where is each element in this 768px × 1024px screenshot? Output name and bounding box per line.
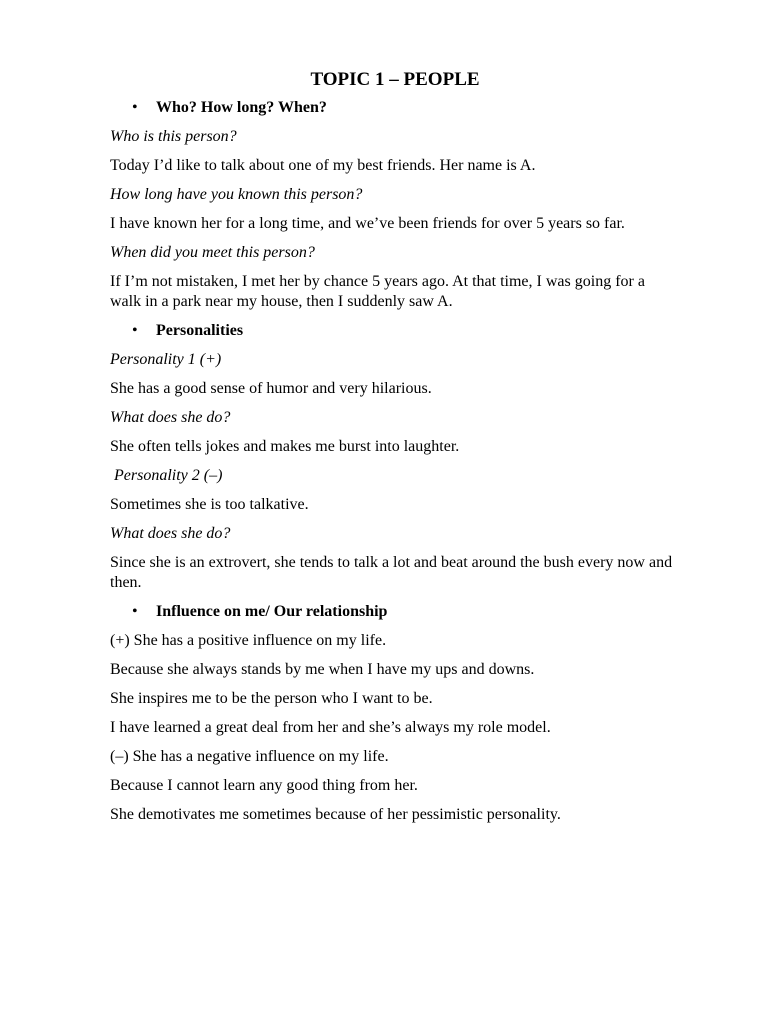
answer-line: She often tells jokes and makes me burst into laughter. (110, 438, 460, 455)
question-line: When did you meet this person? (110, 244, 315, 261)
question-line: How long have you known this person? (110, 186, 363, 203)
bullet-icon: • (132, 99, 138, 116)
bullet-icon: • (132, 322, 138, 339)
answer-line: Today I’d like to talk about one of my best friends. Her name is A. (110, 157, 536, 174)
answer-line: (–) She has a negative influence on my life. (110, 748, 389, 765)
question-line: What does she do? (110, 525, 231, 542)
bullet-icon: • (132, 603, 138, 620)
question-line: Personality 2 (–) (114, 467, 223, 484)
answer-line: She inspires me to be the person who I want to be. (110, 690, 433, 707)
section-heading (110, 98, 680, 118)
section-heading (110, 321, 680, 341)
answer-line: (+) She has a positive influence on my life. (110, 632, 387, 649)
answer-line: Because she always stands by me when I have my ups and downs. (110, 661, 535, 678)
section-heading-text: Influence on me/ Our relationship (156, 603, 388, 620)
answer-line: If I’m not mistaken, I met her by chance 5 years ago. At that time, I was going for a walk in a park near my house, then I suddenly saw A. (110, 273, 645, 310)
answer-line: I have learned a great deal from her and she’s always my role model. (110, 719, 551, 736)
section-heading-text: Who? How long? When? (156, 99, 327, 116)
document-body (110, 98, 680, 825)
answer-line: She demotivates me sometimes because of her pessimistic personality. (110, 806, 561, 823)
question-line: What does she do? (110, 409, 231, 426)
answer-line: Because I cannot learn any good thing from her. (110, 777, 418, 794)
answer-line: She has a good sense of humor and very hilarious. (110, 380, 432, 397)
question-line: Personality 1 (+) (110, 351, 222, 368)
page-title: TOPIC 1 – PEOPLE (310, 69, 480, 90)
section-heading (110, 602, 680, 622)
section-heading-text: Personalities (156, 322, 244, 339)
question-line: Who is this person? (110, 128, 237, 145)
answer-line: I have known her for a long time, and we’ve been friends for over 5 years so far. (110, 215, 625, 232)
answer-line: Since she is an extrovert, she tends to talk a lot and beat around the bush every now and then. (110, 554, 673, 591)
answer-line: Sometimes she is too talkative. (110, 496, 309, 513)
